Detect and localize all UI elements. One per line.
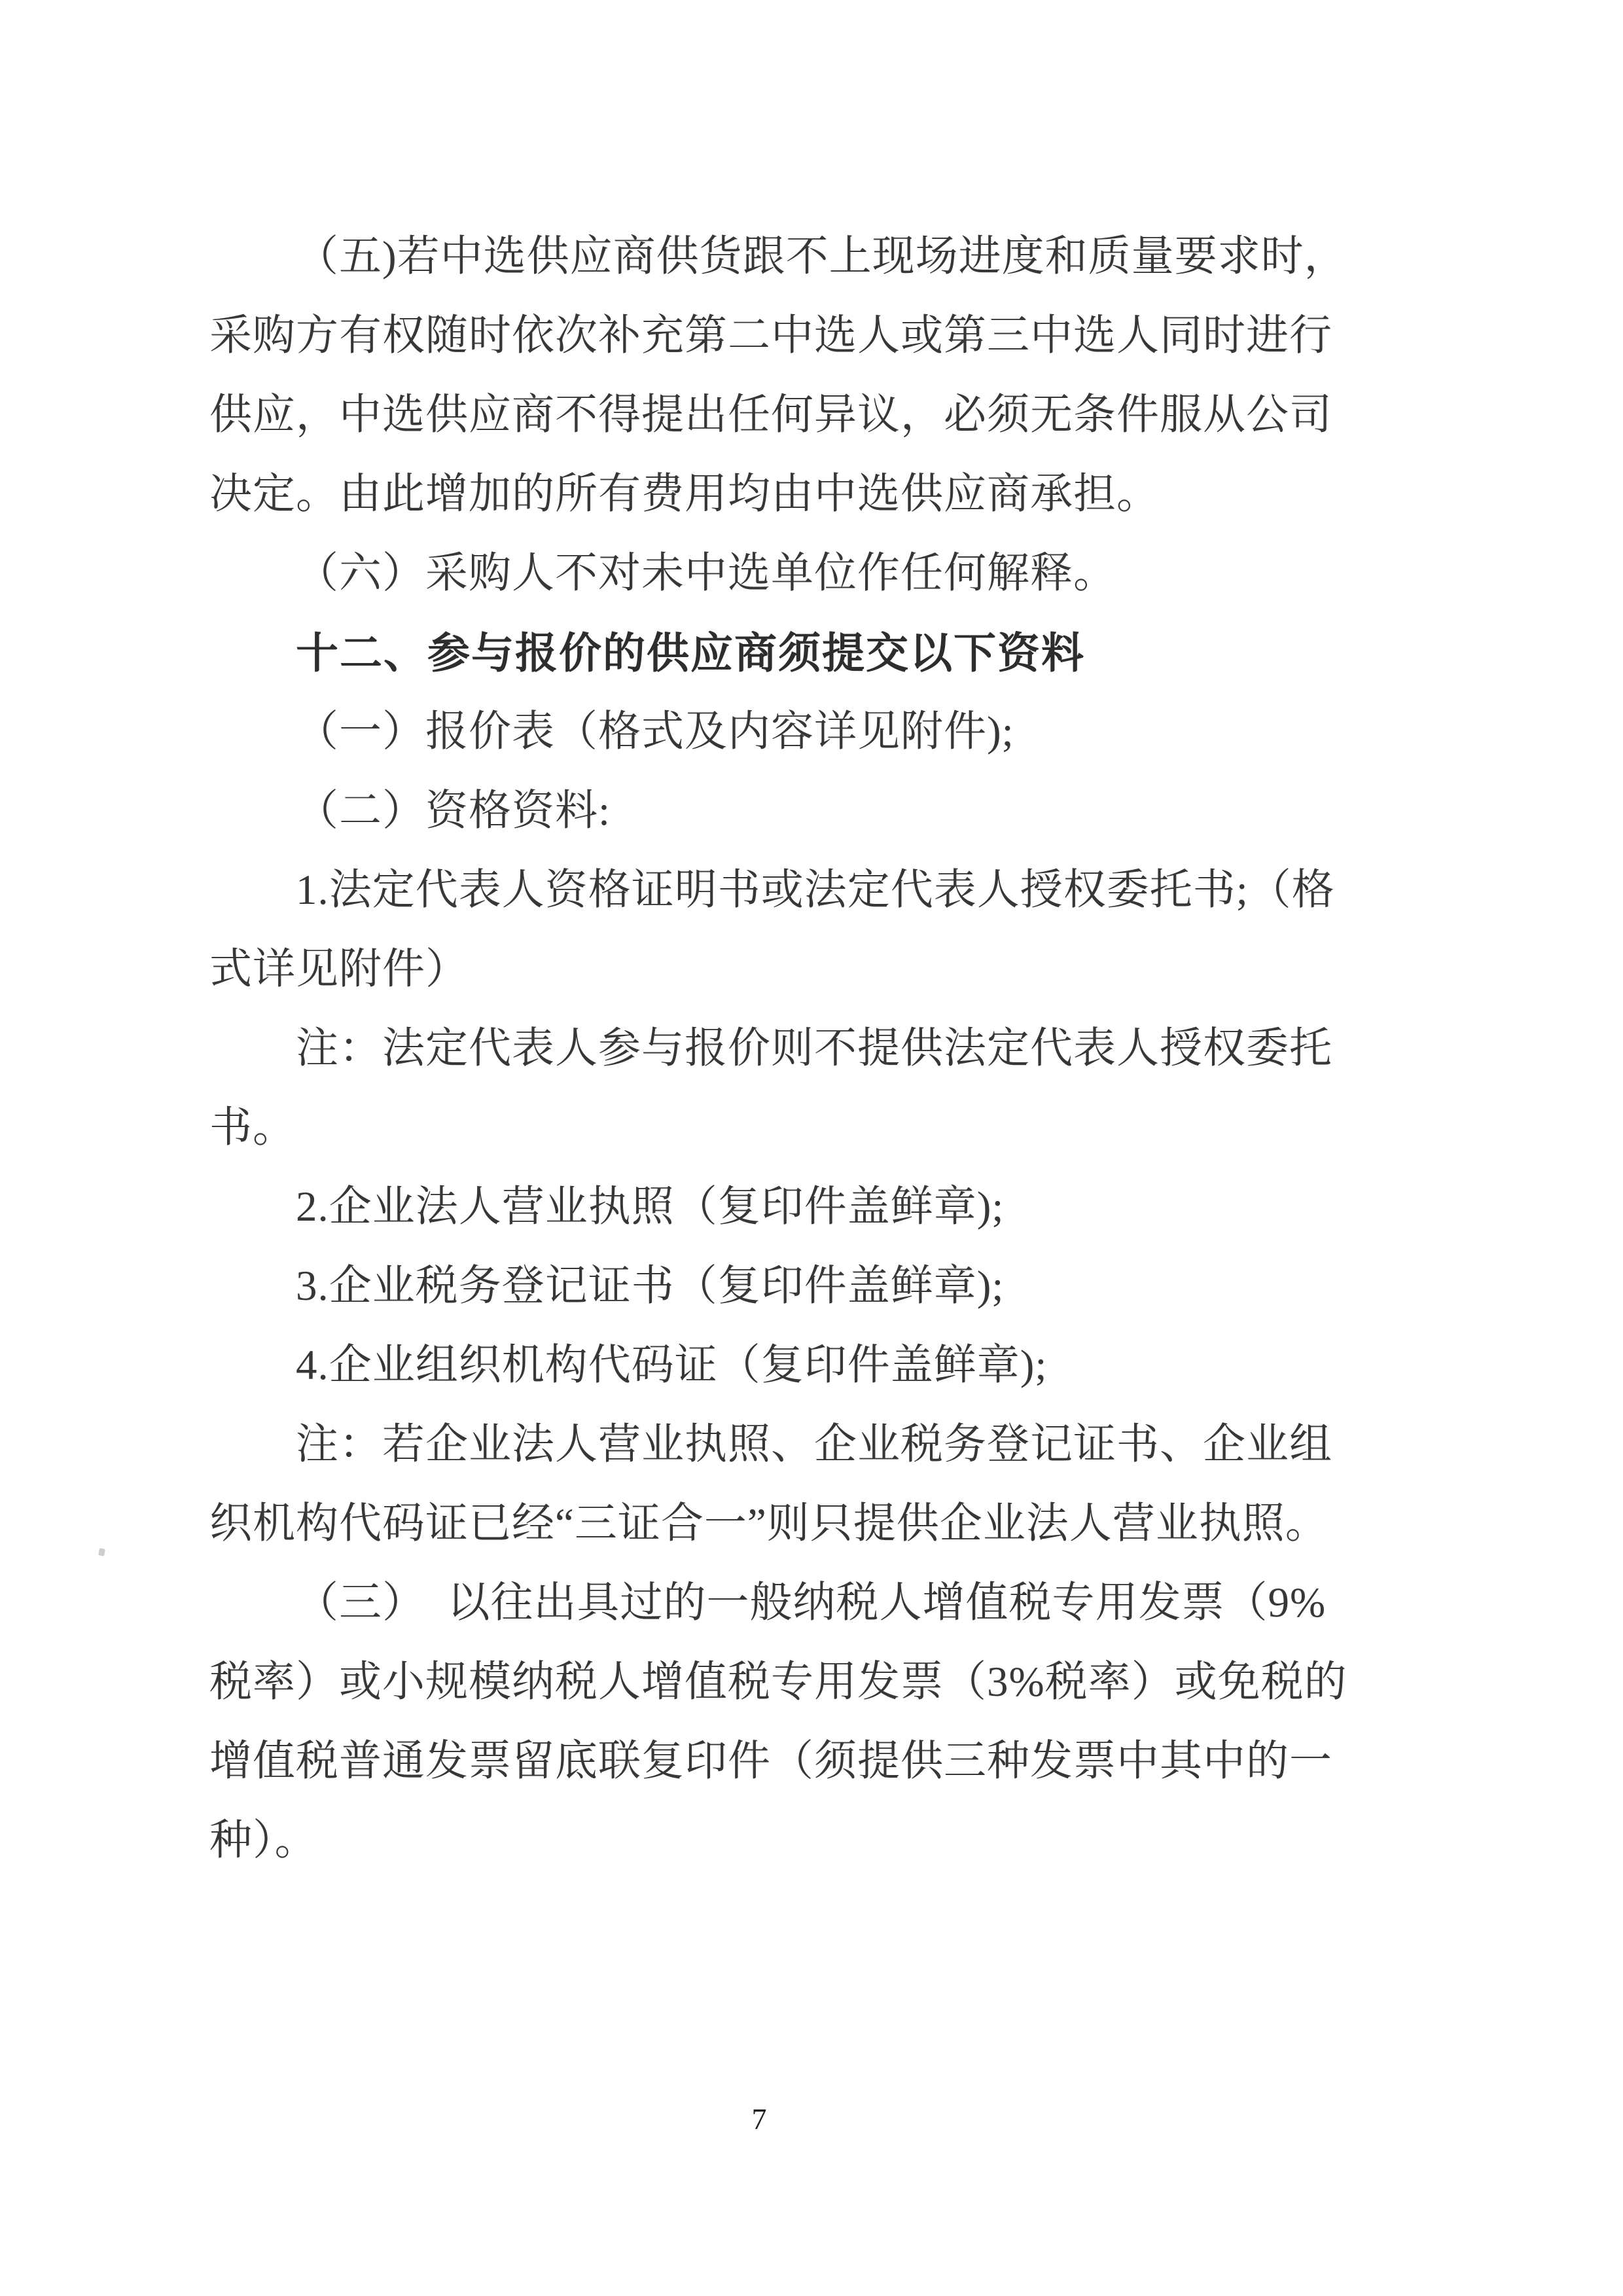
text-line: 供应，中选供应商不得提出任何异议，必须无条件服从公司 <box>209 391 1333 439</box>
text-line: 书。 <box>209 1104 296 1151</box>
text-line: 决定。由此增加的所有费用均由中选供应商承担。 <box>209 471 1160 518</box>
text-line: 3.企业税务登记证书（复印件盖鲜章); <box>296 1263 1005 1310</box>
text-line: 2.企业法人营业执照（复印件盖鲜章); <box>296 1183 1005 1230</box>
text-line: 注：法定代表人参与报价则不提供法定代表人授权委托 <box>296 1025 1333 1072</box>
text-line: （三） 以往出具过的一般纳税人增值税专用发票（9% <box>296 1579 1327 1626</box>
text-line: 种）。 <box>209 1817 318 1864</box>
text-line: 织机构代码证已经“三证合一”则只提供企业法人营业执照。 <box>209 1500 1329 1547</box>
text-line: （五)若中选供应商供货跟不上现场进度和质量要求时， <box>296 233 1347 280</box>
text-line: 式详见附件） <box>209 946 469 993</box>
text-line: （六）采购人不对未中选单位作任何解释。 <box>296 550 1117 597</box>
text-line: 增值税普通发票留底联复印件（须提供三种发票中其中的一 <box>209 1738 1333 1785</box>
document-body <box>209 217 1400 1880</box>
page-number: 7 <box>751 2102 767 2136</box>
text-line: 税率）或小规模纳税人增值税专用发票（3%税率）或免税的 <box>209 1659 1347 1706</box>
text-line: 1.法定代表人资格证明书或法定代表人授权委托书;（格 <box>296 867 1335 914</box>
text-line: 4.企业组织机构代码证（复印件盖鲜章); <box>296 1342 1048 1389</box>
scan-speck <box>98 1548 105 1556</box>
text-line: 采购方有权随时依次补充第二中选人或第三中选人同时进行 <box>209 312 1333 359</box>
text-line: （一）报价表（格式及内容详见附件); <box>296 708 1014 755</box>
text-line: 注：若企业法人营业执照、企业税务登记证书、企业组 <box>296 1421 1333 1468</box>
section-heading: 十二、参与报价的供应商须提交以下资料 <box>296 629 1086 677</box>
text-line: （二）资格资料: <box>296 787 611 834</box>
